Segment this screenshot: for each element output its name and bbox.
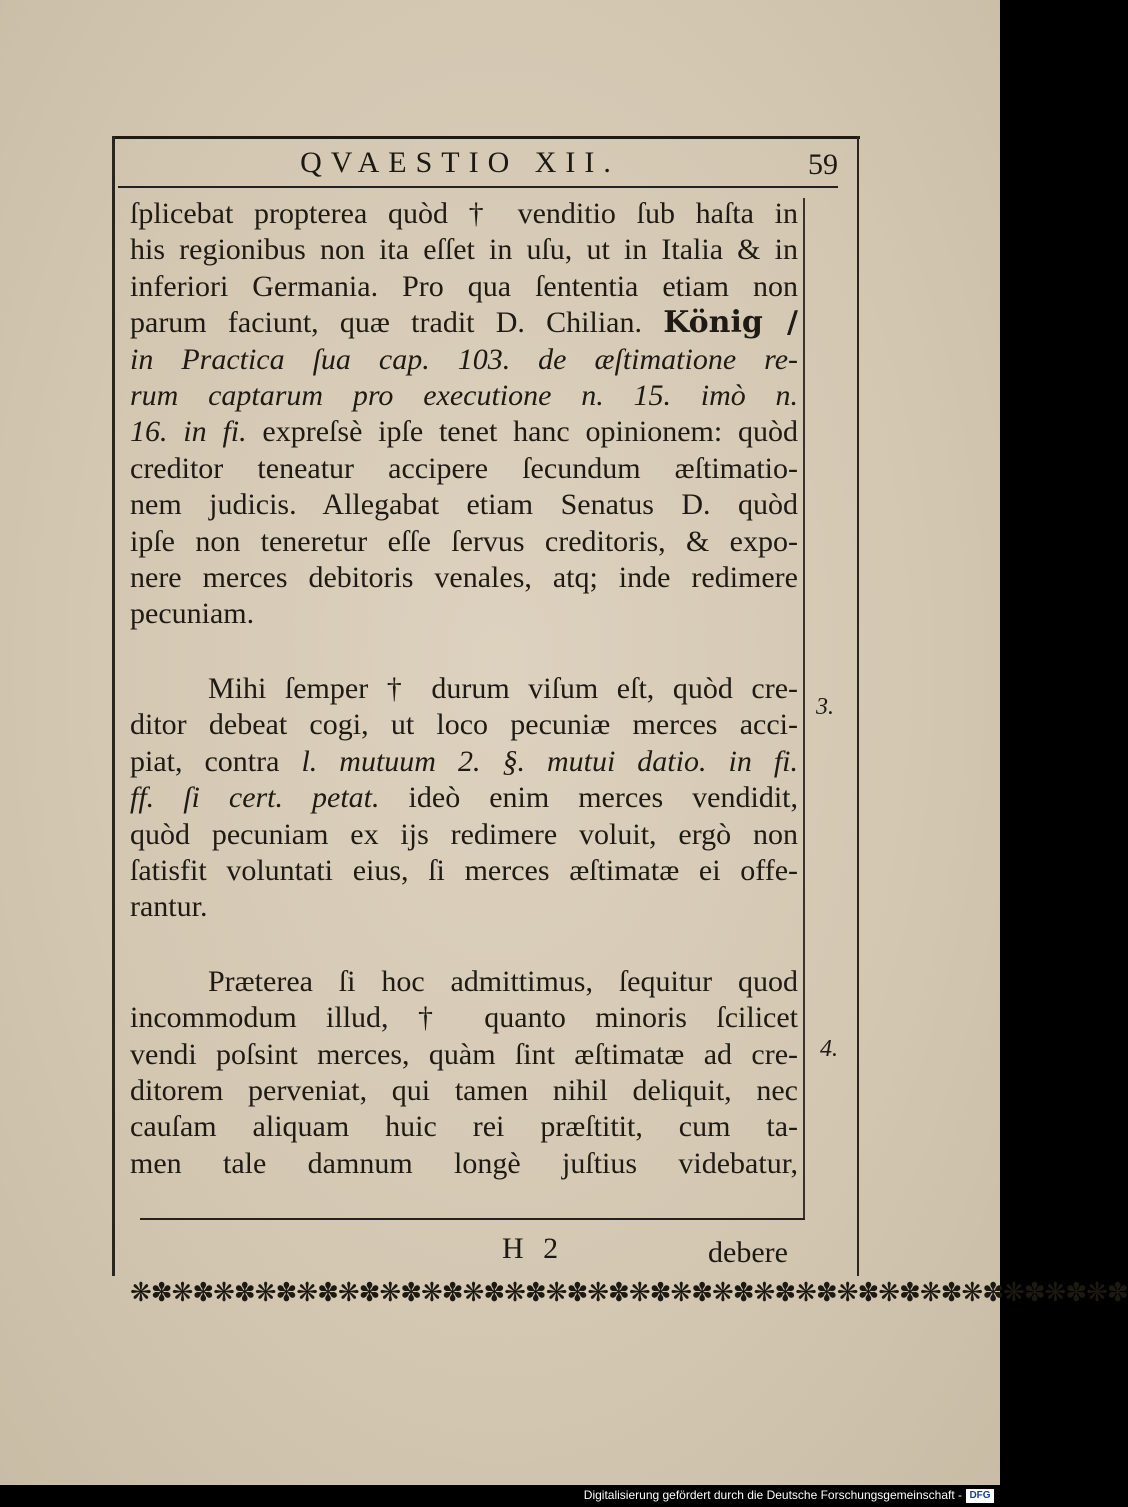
citation-span: 16. in fi. (130, 415, 247, 449)
text-line: pecuniam. (130, 597, 255, 631)
text-span: parum faciunt, quæ tradit D. Chilian. (130, 306, 664, 340)
text-line: his regionibus non ita eſſet in uſu, ut in Italia & in (130, 233, 798, 267)
frame-left-rule (112, 136, 115, 1276)
margin-note: 3. (816, 694, 834, 720)
header-rule (118, 186, 838, 188)
citation-span: ff. ſi cert. petat. (130, 781, 380, 815)
paragraph-2 (130, 671, 798, 926)
footer-rule (140, 1218, 805, 1220)
text-line (130, 414, 798, 450)
signature-mark: H 2 (502, 1232, 565, 1265)
text-line: ſatisfit voluntati eius, ſi merces æſtimatæ ei offe- (130, 853, 798, 887)
text-line: creditor teneatur accipere ſecundum æſtimatio- (130, 451, 798, 485)
text-line: ſplicebat propterea quòd † venditio ſub haſta in (130, 197, 798, 230)
text-line: vendi poſsint merces, quàm ſint æſtimatæ ad cre- (130, 1037, 798, 1071)
text-line: ditorem perveniat, qui tamen nihil deliquit, nec (130, 1073, 798, 1107)
text-line: nem judicis. Allegabat etiam Senatus D. quòd (130, 488, 798, 522)
page-number: 59 (808, 148, 838, 181)
text-span: ideò enim merces vendidit, (379, 781, 799, 815)
text-line: inferiori Germania. Pro qua ſententia etiam non (130, 269, 798, 303)
text-line: quòd pecuniam ex ijs redimere voluit, ergò non (130, 817, 798, 851)
text-line: incommodum illud, † quanto minoris ſcilicet (130, 1001, 798, 1035)
margin-note: 4. (820, 1036, 838, 1062)
digitization-footer (0, 1485, 1000, 1507)
ornament-border: ❋✽❋✽❋✽❋✽❋✽❋✽❋✽❋✽❋✽❋✽❋✽❋✽❋✽❋✽❋✽❋✽❋✽❋✽❋✽❋✽❋✽❋✽❋✽❋✽ (130, 1278, 1128, 1307)
catchword: debere (708, 1236, 788, 1269)
text-line: men tale damnum longè juſtius videbatur, (130, 1146, 798, 1180)
text-line: ditor debeat cogi, ut loco pecuniæ merces acci- (130, 708, 798, 742)
dfg-logo-icon[interactable]: DFG (966, 1489, 994, 1503)
text-span: piat, contra (130, 744, 302, 778)
text-span: expreſsè ipſe tenet hanc opinionem: quòd (246, 415, 798, 449)
digitization-note: Digitalisierung gefördert durch die Deutsche Forschungsgemeinschaft - (583, 1488, 962, 1502)
citation-span: l. mutuum 2. §. mutui datio. in fi. (301, 744, 798, 778)
text-line (130, 744, 798, 780)
text-line: rantur. (130, 890, 208, 924)
citation-line: in Practica ſua cap. 103. de æſtimatione re- (130, 342, 798, 376)
text-line: Mihi ſemper † durum viſum eſt, quòd cre- (208, 671, 798, 705)
running-head: QVAESTIO XII. (300, 146, 620, 179)
column-rule (803, 198, 805, 1218)
paragraph-3 (130, 964, 798, 1182)
text-line: Præterea ſi hoc admittimus, ſequitur quod (208, 964, 798, 998)
blackletter-name: König / (663, 305, 798, 341)
text-line: ipſe non teneretur eſſe ſervus creditoris, & expo- (130, 524, 798, 558)
frame-right-rule (857, 136, 859, 1276)
citation-line: rum captarum pro executione n. 15. imò n. (130, 379, 798, 413)
text-line (130, 780, 798, 816)
text-line: cauſam aliquam huic rei præſtitit, cum ta- (130, 1110, 798, 1144)
frame-top-rule (112, 136, 860, 139)
body-text (130, 196, 798, 1182)
text-line (130, 305, 798, 341)
paragraph-1 (130, 196, 798, 633)
text-line: nere merces debitoris venales, atq; inde redimere (130, 561, 798, 595)
